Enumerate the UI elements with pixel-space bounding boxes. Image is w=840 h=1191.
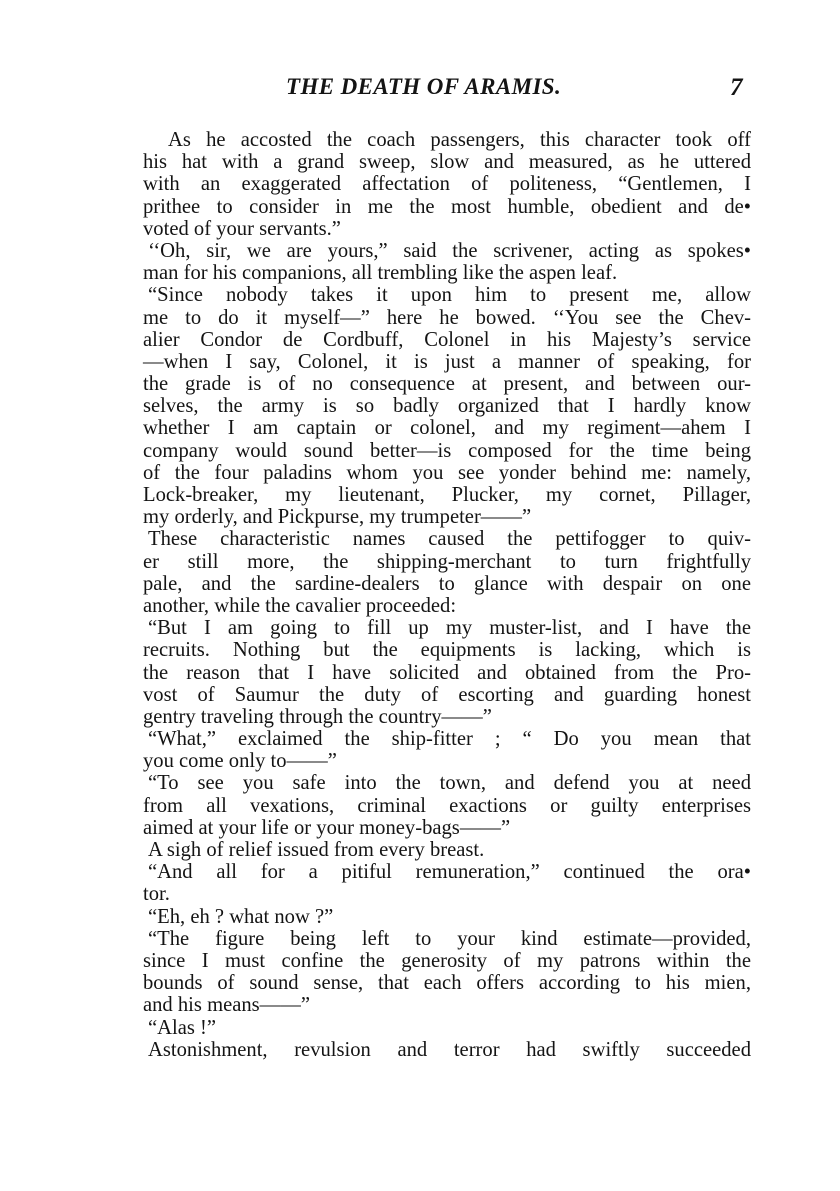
text-line: another, while the cavalier proceeded: — [143, 594, 457, 617]
text-line: These characteristic names caused the pettifogger to quiv- — [148, 528, 751, 551]
text-line: company would sound better—is composed for the time being — [143, 439, 751, 462]
text-line: bounds of sound sense, that each offers according to his mien, — [143, 972, 751, 995]
text-line: my orderly, and Pickpurse, my trumpeter——” — [143, 506, 532, 529]
text-line: alier Condor de Cordbuff, Colonel in his Majesty’s service — [143, 328, 751, 351]
chapter-title: THE DEATH OF ARAMIS. — [286, 74, 562, 99]
text-line: man for his companions, all trembling like the aspen leaf. — [143, 262, 618, 285]
text-line: me to do it myself—” here he bowed. ‘‘You see the Chev- — [143, 306, 751, 329]
text-line: whether I am captain or colonel, and my regiment—ahem I — [143, 417, 751, 440]
text-line: Lock-breaker, my lieutenant, Plucker, my cornet, Pillager, — [143, 484, 751, 506]
text-line: recruits. Nothing but the equipments is lacking, which is — [143, 639, 751, 662]
text-line: pale, and the sardine-dealers to glance with despair on one — [143, 572, 751, 595]
text-line: “The figure being left to your kind estimate—provided, — [148, 927, 751, 950]
text-line: selves, the army is so badly organized that I hardly know — [143, 395, 751, 418]
text-line: A sigh of relief issued from every breast. — [148, 839, 485, 861]
running-head — [0, 74, 840, 104]
text-line: prithee to consider in me the most humble, obedient and de• — [143, 195, 751, 218]
text-line: and his means——” — [143, 994, 311, 1017]
text-line: his hat with a grand sweep, slow and measured, as he uttered — [143, 151, 751, 174]
text-line: —when I say, Colonel, it is just a manner of speaking, for — [143, 350, 751, 373]
text-line: the grade is of no consequence at present, and between our- — [143, 373, 751, 396]
text-line: gentry traveling through the country——” — [143, 705, 492, 728]
text-line: with an exaggerated affectation of politeness, “Gentlemen, I — [143, 173, 751, 196]
text-line: “Eh, eh ? what now ?” — [148, 905, 334, 928]
text-line: “And all for a pitiful remuneration,” continued the ora• — [148, 861, 751, 884]
text-line: aimed at your life or your money-bags——” — [143, 816, 511, 839]
text-line: you come only to——” — [143, 750, 337, 773]
text-line: voted of your servants.” — [143, 217, 341, 240]
text-line: ‘‘Oh, sir, we are yours,” said the scrivener, acting as spokes• — [148, 239, 751, 262]
text-line: er still more, the shipping-merchant to turn frightfully — [143, 550, 751, 573]
text-line: As he accosted the coach passengers, this character took off — [168, 129, 751, 151]
text-line: of the four paladins whom you see yonder behind me: namely, — [143, 461, 751, 484]
text-line: the reason that I have solicited and obtained from the Pro- — [143, 661, 751, 684]
text-line: “What,” exclaimed the ship-fitter ; “ Do you mean that — [148, 728, 751, 751]
text-line: “But I am going to fill up my muster-list, and I have the — [148, 617, 751, 640]
text-line: since I must confine the generosity of my patrons within the — [143, 949, 751, 972]
text-line: “To see you safe into the town, and defend you at need — [148, 772, 751, 795]
text-line: from all vexations, criminal exactions or guilty enterprises — [143, 794, 751, 817]
body-text — [143, 129, 751, 1061]
text-line: “Since nobody takes it upon him to present me, allow — [148, 284, 751, 307]
text-line: tor. — [143, 883, 170, 906]
page-number: 7 — [730, 74, 743, 101]
text-line: vost of Saumur the duty of escorting and guarding honest — [143, 683, 751, 706]
text-line: “Alas !” — [148, 1016, 217, 1039]
text-line: Astonishment, revulsion and terror had swiftly succeeded — [148, 1038, 751, 1061]
